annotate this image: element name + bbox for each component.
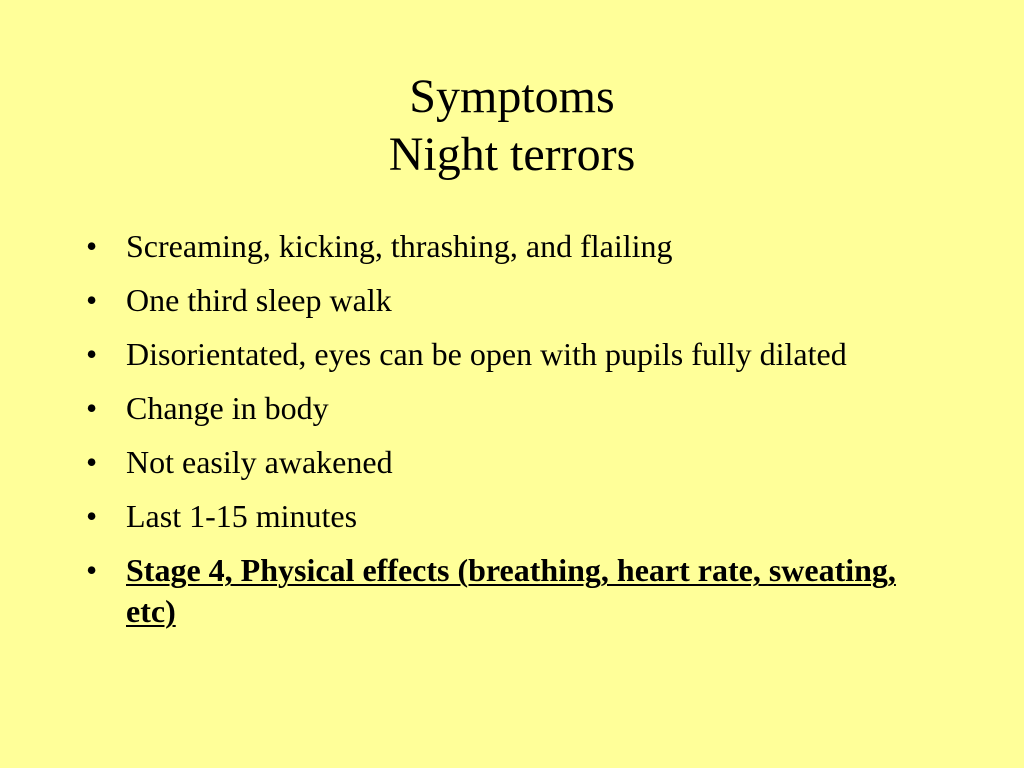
bullet-text: One third sleep walk bbox=[126, 282, 392, 318]
bullet-dot-icon: • bbox=[86, 228, 98, 264]
title-line-night-terrors: Night terrors bbox=[388, 128, 636, 181]
bullet-item bbox=[86, 442, 946, 483]
bullet-text: Disorientated, eyes can be open with pupils fully dilated bbox=[126, 336, 847, 372]
bullet-dot-icon: • bbox=[86, 282, 98, 318]
bullet-dot-icon: • bbox=[86, 498, 98, 534]
bullet-text: Not easily awakened bbox=[126, 444, 393, 480]
title-line-symptoms: Symptoms bbox=[409, 70, 615, 123]
bullet-text: Last 1-15 minutes bbox=[126, 498, 358, 534]
bullet-item bbox=[86, 388, 946, 429]
bullet-text: Stage 4, Physical effects (breathing, heart rate, sweating, etc) bbox=[126, 552, 896, 629]
bullet-dot-icon: • bbox=[86, 444, 98, 480]
slide-title bbox=[0, 68, 1024, 184]
bullet-dot-icon: • bbox=[86, 552, 98, 588]
bullet-dot-icon: • bbox=[86, 390, 98, 426]
bullet-item bbox=[86, 226, 946, 267]
bullet-list bbox=[86, 226, 946, 645]
bullet-text: Screaming, kicking, thrashing, and flailing bbox=[126, 228, 673, 264]
bullet-item bbox=[86, 334, 946, 375]
bullet-item bbox=[86, 280, 946, 321]
bullet-dot-icon: • bbox=[86, 336, 98, 372]
bullet-item-emphasized bbox=[86, 550, 946, 632]
bullet-item bbox=[86, 496, 946, 537]
bullet-text: Change in body bbox=[126, 390, 329, 426]
